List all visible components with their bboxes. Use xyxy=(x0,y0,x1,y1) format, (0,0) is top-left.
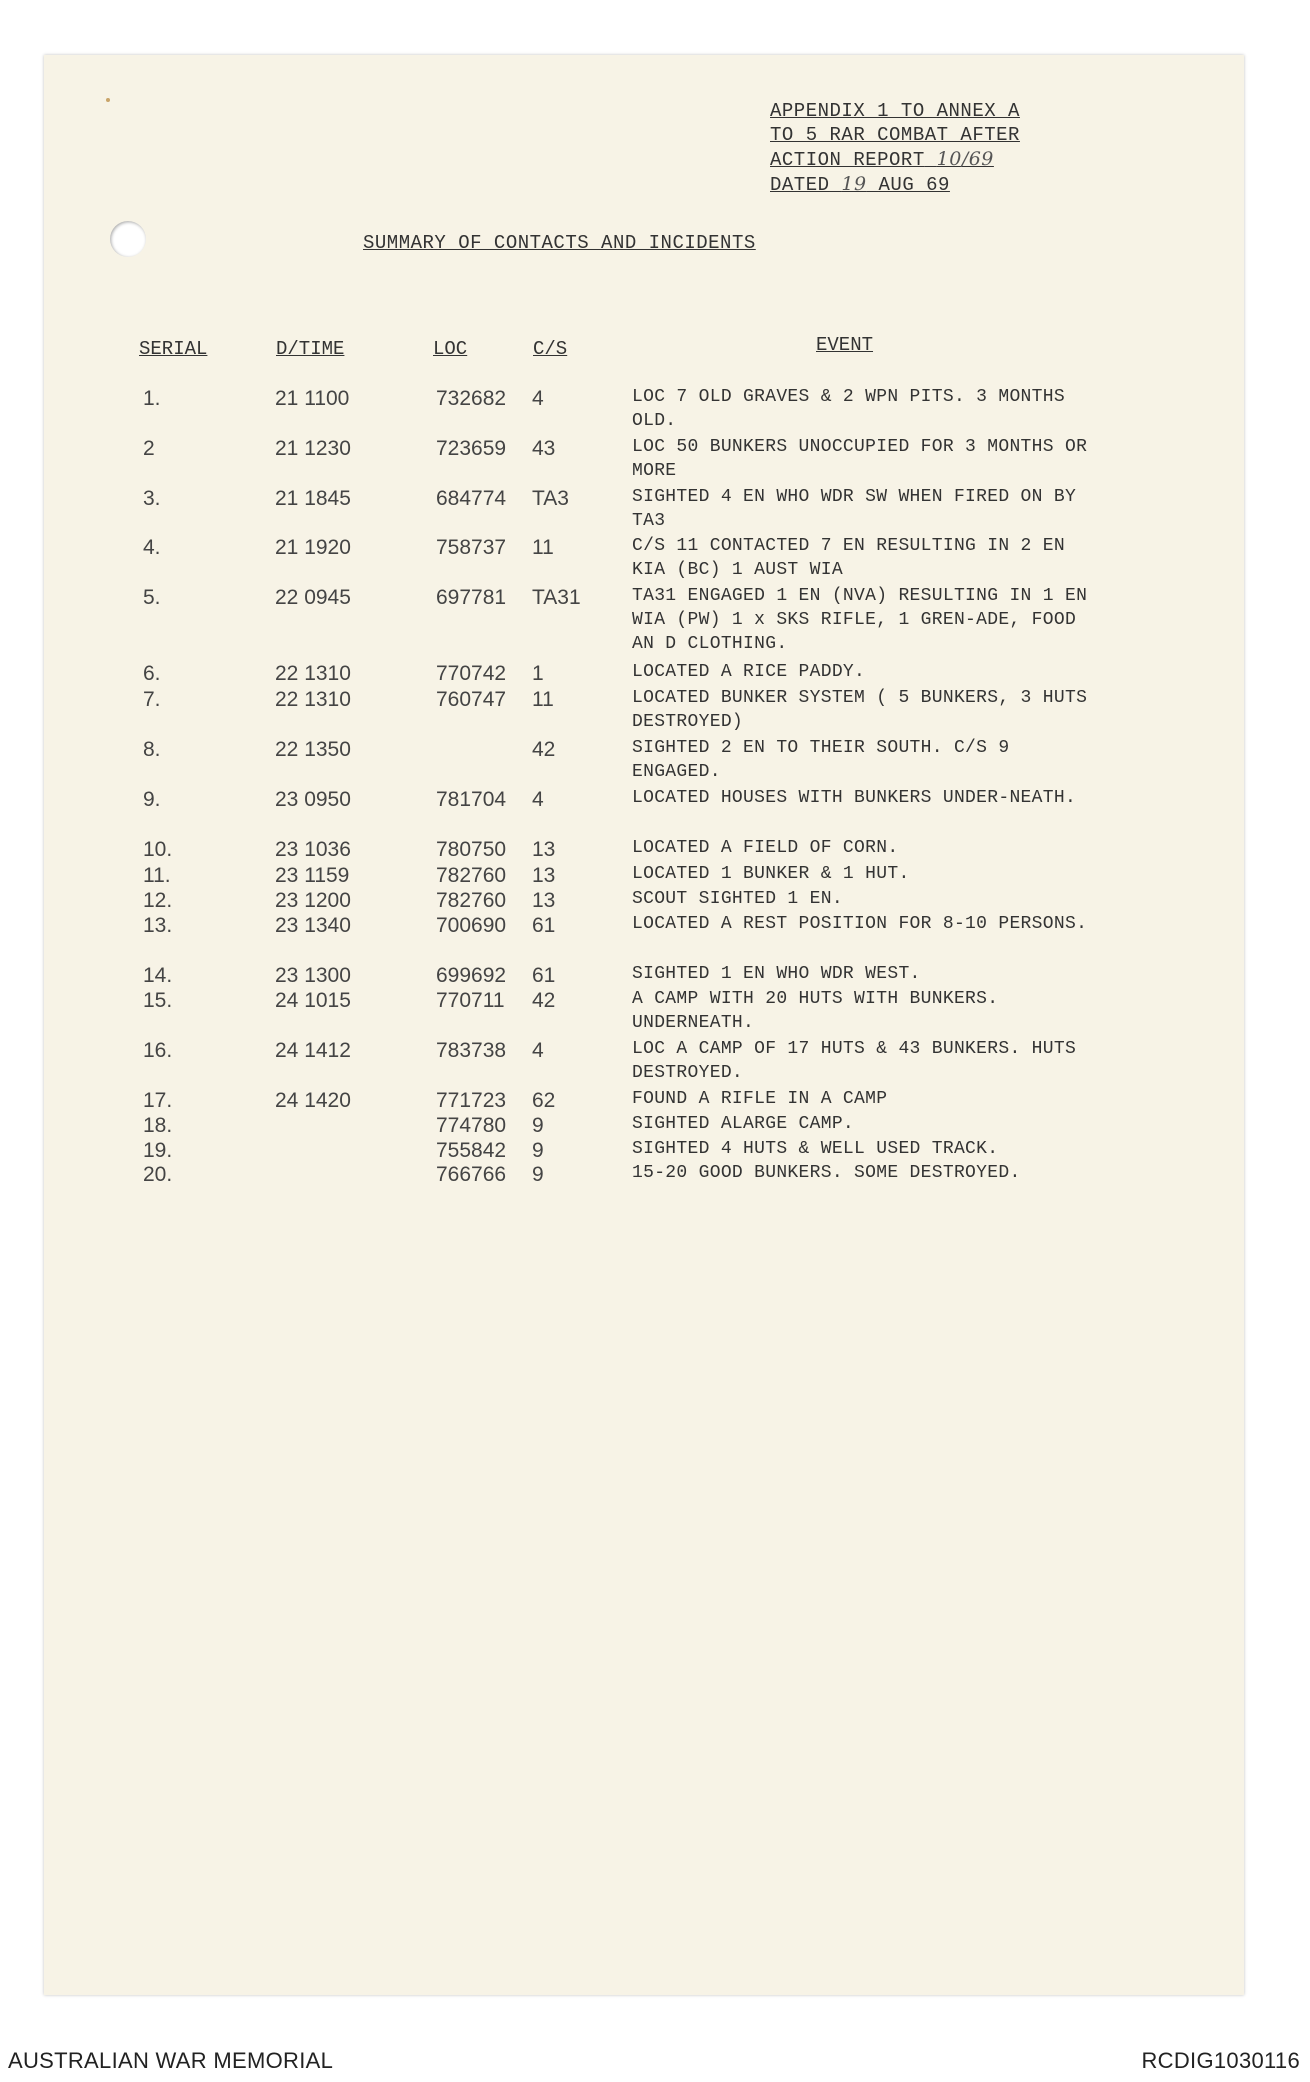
callsign-cell: 9 xyxy=(532,1114,544,1137)
callsign-cell: 1 xyxy=(532,662,544,685)
dtime-cell: 21 1230 xyxy=(275,437,351,460)
loc-cell: 781704 xyxy=(436,788,507,811)
handwritten-report-number: 10/69 xyxy=(936,148,994,170)
loc-cell: 697781 xyxy=(436,586,507,609)
loc-cell: 732682 xyxy=(436,387,507,410)
appendix-report-label: ACTION REPORT xyxy=(770,149,925,171)
dtime-cell: 23 1036 xyxy=(275,838,351,861)
serial-cell: 12. xyxy=(143,889,173,912)
loc-cell: 774780 xyxy=(436,1114,507,1137)
callsign-cell: 43 xyxy=(532,437,556,460)
event-cell: LOCATED A REST POSITION FOR 8-10 PERSONS. xyxy=(632,914,1088,934)
serial-cell: 13. xyxy=(143,914,173,937)
handwritten-day: 19 xyxy=(841,173,867,195)
serial-cell: 8. xyxy=(143,738,161,761)
serial-cell: 6. xyxy=(143,662,161,685)
serial-cell: 18. xyxy=(143,1114,173,1137)
loc-cell: 755842 xyxy=(436,1139,507,1162)
serial-cell: 9. xyxy=(143,788,161,811)
table-row xyxy=(44,736,1244,786)
loc-cell: 760747 xyxy=(436,688,507,711)
dtime-cell: 21 1845 xyxy=(275,487,351,510)
event-cell: FOUND A RIFLE IN A CAMP xyxy=(632,1089,888,1109)
dtime-cell: 23 1159 xyxy=(275,864,350,887)
event-cell: LOCATED 1 BUNKER & 1 HUT. xyxy=(632,864,910,884)
appendix-dated-label: DATED xyxy=(770,174,830,196)
serial-cell: 20. xyxy=(143,1163,173,1186)
appendix-date-rest: AUG 69 xyxy=(878,174,950,196)
callsign-cell: 61 xyxy=(532,914,556,937)
serial-cell: 10. xyxy=(143,838,173,861)
dtime-cell: 24 1412 xyxy=(275,1039,351,1062)
loc-cell: 684774 xyxy=(436,487,507,510)
serial-cell: 5. xyxy=(143,586,161,609)
callsign-cell: 11 xyxy=(532,688,554,711)
event-cell: LOCATED BUNKER SYSTEM ( 5 BUNKERS, 3 HUTS DESTROYED) xyxy=(632,688,1088,732)
callsign-cell: 4 xyxy=(532,387,544,410)
callsign-cell: 42 xyxy=(532,989,556,1012)
loc-cell: 723659 xyxy=(436,437,507,460)
loc-cell: 700690 xyxy=(436,914,507,937)
table-row xyxy=(44,987,1244,1037)
loc-cell: 758737 xyxy=(436,536,507,559)
dtime-cell: 22 1350 xyxy=(275,738,351,761)
table-row xyxy=(44,786,1244,836)
event-cell: LOC 7 OLD GRAVES & 2 WPN PITS. 3 MONTHS OLD. xyxy=(632,387,1065,431)
event-cell: LOC A CAMP OF 17 HUTS & 43 BUNKERS. HUTS DESTROYED. xyxy=(632,1039,1077,1083)
event-cell: SIGHTED 4 EN WHO WDR SW WHEN FIRED ON BY TA3 xyxy=(632,487,1077,531)
loc-cell: 780750 xyxy=(436,838,507,861)
loc-cell: 771723 xyxy=(436,1089,507,1112)
event-cell: LOCATED A RICE PADDY. xyxy=(632,662,866,682)
callsign-cell: TA31 xyxy=(532,586,581,609)
table-row xyxy=(44,385,1244,435)
event-cell: SIGHTED 1 EN WHO WDR WEST. xyxy=(632,964,921,984)
loc-cell: 770711 xyxy=(436,989,505,1012)
serial-cell: 3. xyxy=(143,487,161,510)
serial-cell: 15. xyxy=(143,989,173,1012)
table-row xyxy=(44,584,1244,654)
callsign-cell: 4 xyxy=(532,1039,544,1062)
header-serial: SERIAL xyxy=(139,338,208,360)
dtime-cell: 23 1340 xyxy=(275,914,351,937)
header-dtime: D/TIME xyxy=(276,338,345,360)
loc-cell: 699692 xyxy=(436,964,507,987)
table-row xyxy=(44,1161,1244,1211)
callsign-cell: 13 xyxy=(532,864,556,887)
callsign-cell: TA3 xyxy=(532,487,569,510)
footer-catalogue-id: RCDIG1030116 xyxy=(1141,2048,1300,2073)
callsign-cell: 62 xyxy=(532,1089,556,1112)
serial-cell: 11. xyxy=(143,864,171,887)
header-cs: C/S xyxy=(533,338,568,360)
event-cell: SIGHTED ALARGE CAMP. xyxy=(632,1114,855,1134)
dtime-cell: 24 1420 xyxy=(275,1089,351,1112)
callsign-cell: 13 xyxy=(532,889,556,912)
loc-cell: 766766 xyxy=(436,1163,507,1186)
dtime-cell: 24 1015 xyxy=(275,989,351,1012)
header-loc: LOC xyxy=(433,338,468,360)
serial-cell: 2 xyxy=(143,437,155,460)
callsign-cell: 11 xyxy=(532,536,554,559)
event-cell: TA31 ENGAGED 1 EN (NVA) RESULTING IN 1 EN WIA (PW) 1 x SKS RIFLE, 1 GREN-ADE, FOOD AN D CLOTHING. xyxy=(632,586,1088,654)
callsign-cell: 9 xyxy=(532,1139,544,1162)
callsign-cell: 9 xyxy=(532,1163,544,1186)
serial-cell: 17. xyxy=(143,1089,173,1112)
table-row xyxy=(44,1037,1244,1087)
dtime-cell: 23 0950 xyxy=(275,788,351,811)
event-cell: SIGHTED 4 HUTS & WELL USED TRACK. xyxy=(632,1139,999,1159)
dtime-cell: 23 1300 xyxy=(275,964,351,987)
footer-institution: AUSTRALIAN WAR MEMORIAL xyxy=(8,2048,334,2073)
serial-cell: 4. xyxy=(143,536,161,559)
appendix-line-2: TO 5 RAR COMBAT AFTER xyxy=(770,124,1020,146)
table-row xyxy=(44,912,1244,962)
loc-cell: 782760 xyxy=(436,889,507,912)
event-cell: LOCATED HOUSES WITH BUNKERS UNDER-NEATH. xyxy=(632,788,1077,808)
table-row xyxy=(44,686,1244,736)
dtime-cell: 22 1310 xyxy=(275,662,351,685)
serial-cell: 16. xyxy=(143,1039,173,1062)
loc-cell: 783738 xyxy=(436,1039,507,1062)
event-cell: LOCATED A FIELD OF CORN. xyxy=(632,838,899,858)
dtime-cell: 21 1920 xyxy=(275,536,351,559)
serial-cell: 19. xyxy=(143,1139,173,1162)
dtime-cell: 22 1310 xyxy=(275,688,351,711)
serial-cell: 7. xyxy=(143,688,161,711)
event-cell: 15-20 GOOD BUNKERS. SOME DESTROYED. xyxy=(632,1163,1021,1183)
event-cell: LOC 50 BUNKERS UNOCCUPIED FOR 3 MONTHS OR MORE xyxy=(632,437,1088,481)
dtime-cell: 23 1200 xyxy=(275,889,351,912)
callsign-cell: 4 xyxy=(532,788,544,811)
event-cell: A CAMP WITH 20 HUTS WITH BUNKERS. UNDERNEATH. xyxy=(632,989,999,1033)
dtime-cell: 22 0945 xyxy=(275,586,351,609)
loc-cell: 770742 xyxy=(436,662,507,685)
callsign-cell: 61 xyxy=(532,964,556,987)
table-row xyxy=(44,485,1244,535)
event-cell: SIGHTED 2 EN TO THEIR SOUTH. C/S 9 ENGAGED. xyxy=(632,738,1010,782)
serial-cell: 14. xyxy=(143,964,173,987)
table-row xyxy=(44,534,1244,584)
loc-cell: 782760 xyxy=(436,864,507,887)
document-title: SUMMARY OF CONTACTS AND INCIDENTS xyxy=(363,232,756,254)
dtime-cell: 21 1100 xyxy=(275,387,350,410)
header-event: EVENT xyxy=(816,334,874,356)
event-cell: SCOUT SIGHTED 1 EN. xyxy=(632,889,843,909)
callsign-cell: 42 xyxy=(532,738,556,761)
event-cell: C/S 11 CONTACTED 7 EN RESULTING IN 2 EN KIA (BC) 1 AUST WIA xyxy=(632,536,1065,580)
appendix-line-1: APPENDIX 1 TO ANNEX A xyxy=(770,100,1020,122)
table-row xyxy=(44,435,1244,485)
contacts-table xyxy=(44,0,1244,1200)
serial-cell: 1. xyxy=(143,387,161,410)
callsign-cell: 13 xyxy=(532,838,556,861)
